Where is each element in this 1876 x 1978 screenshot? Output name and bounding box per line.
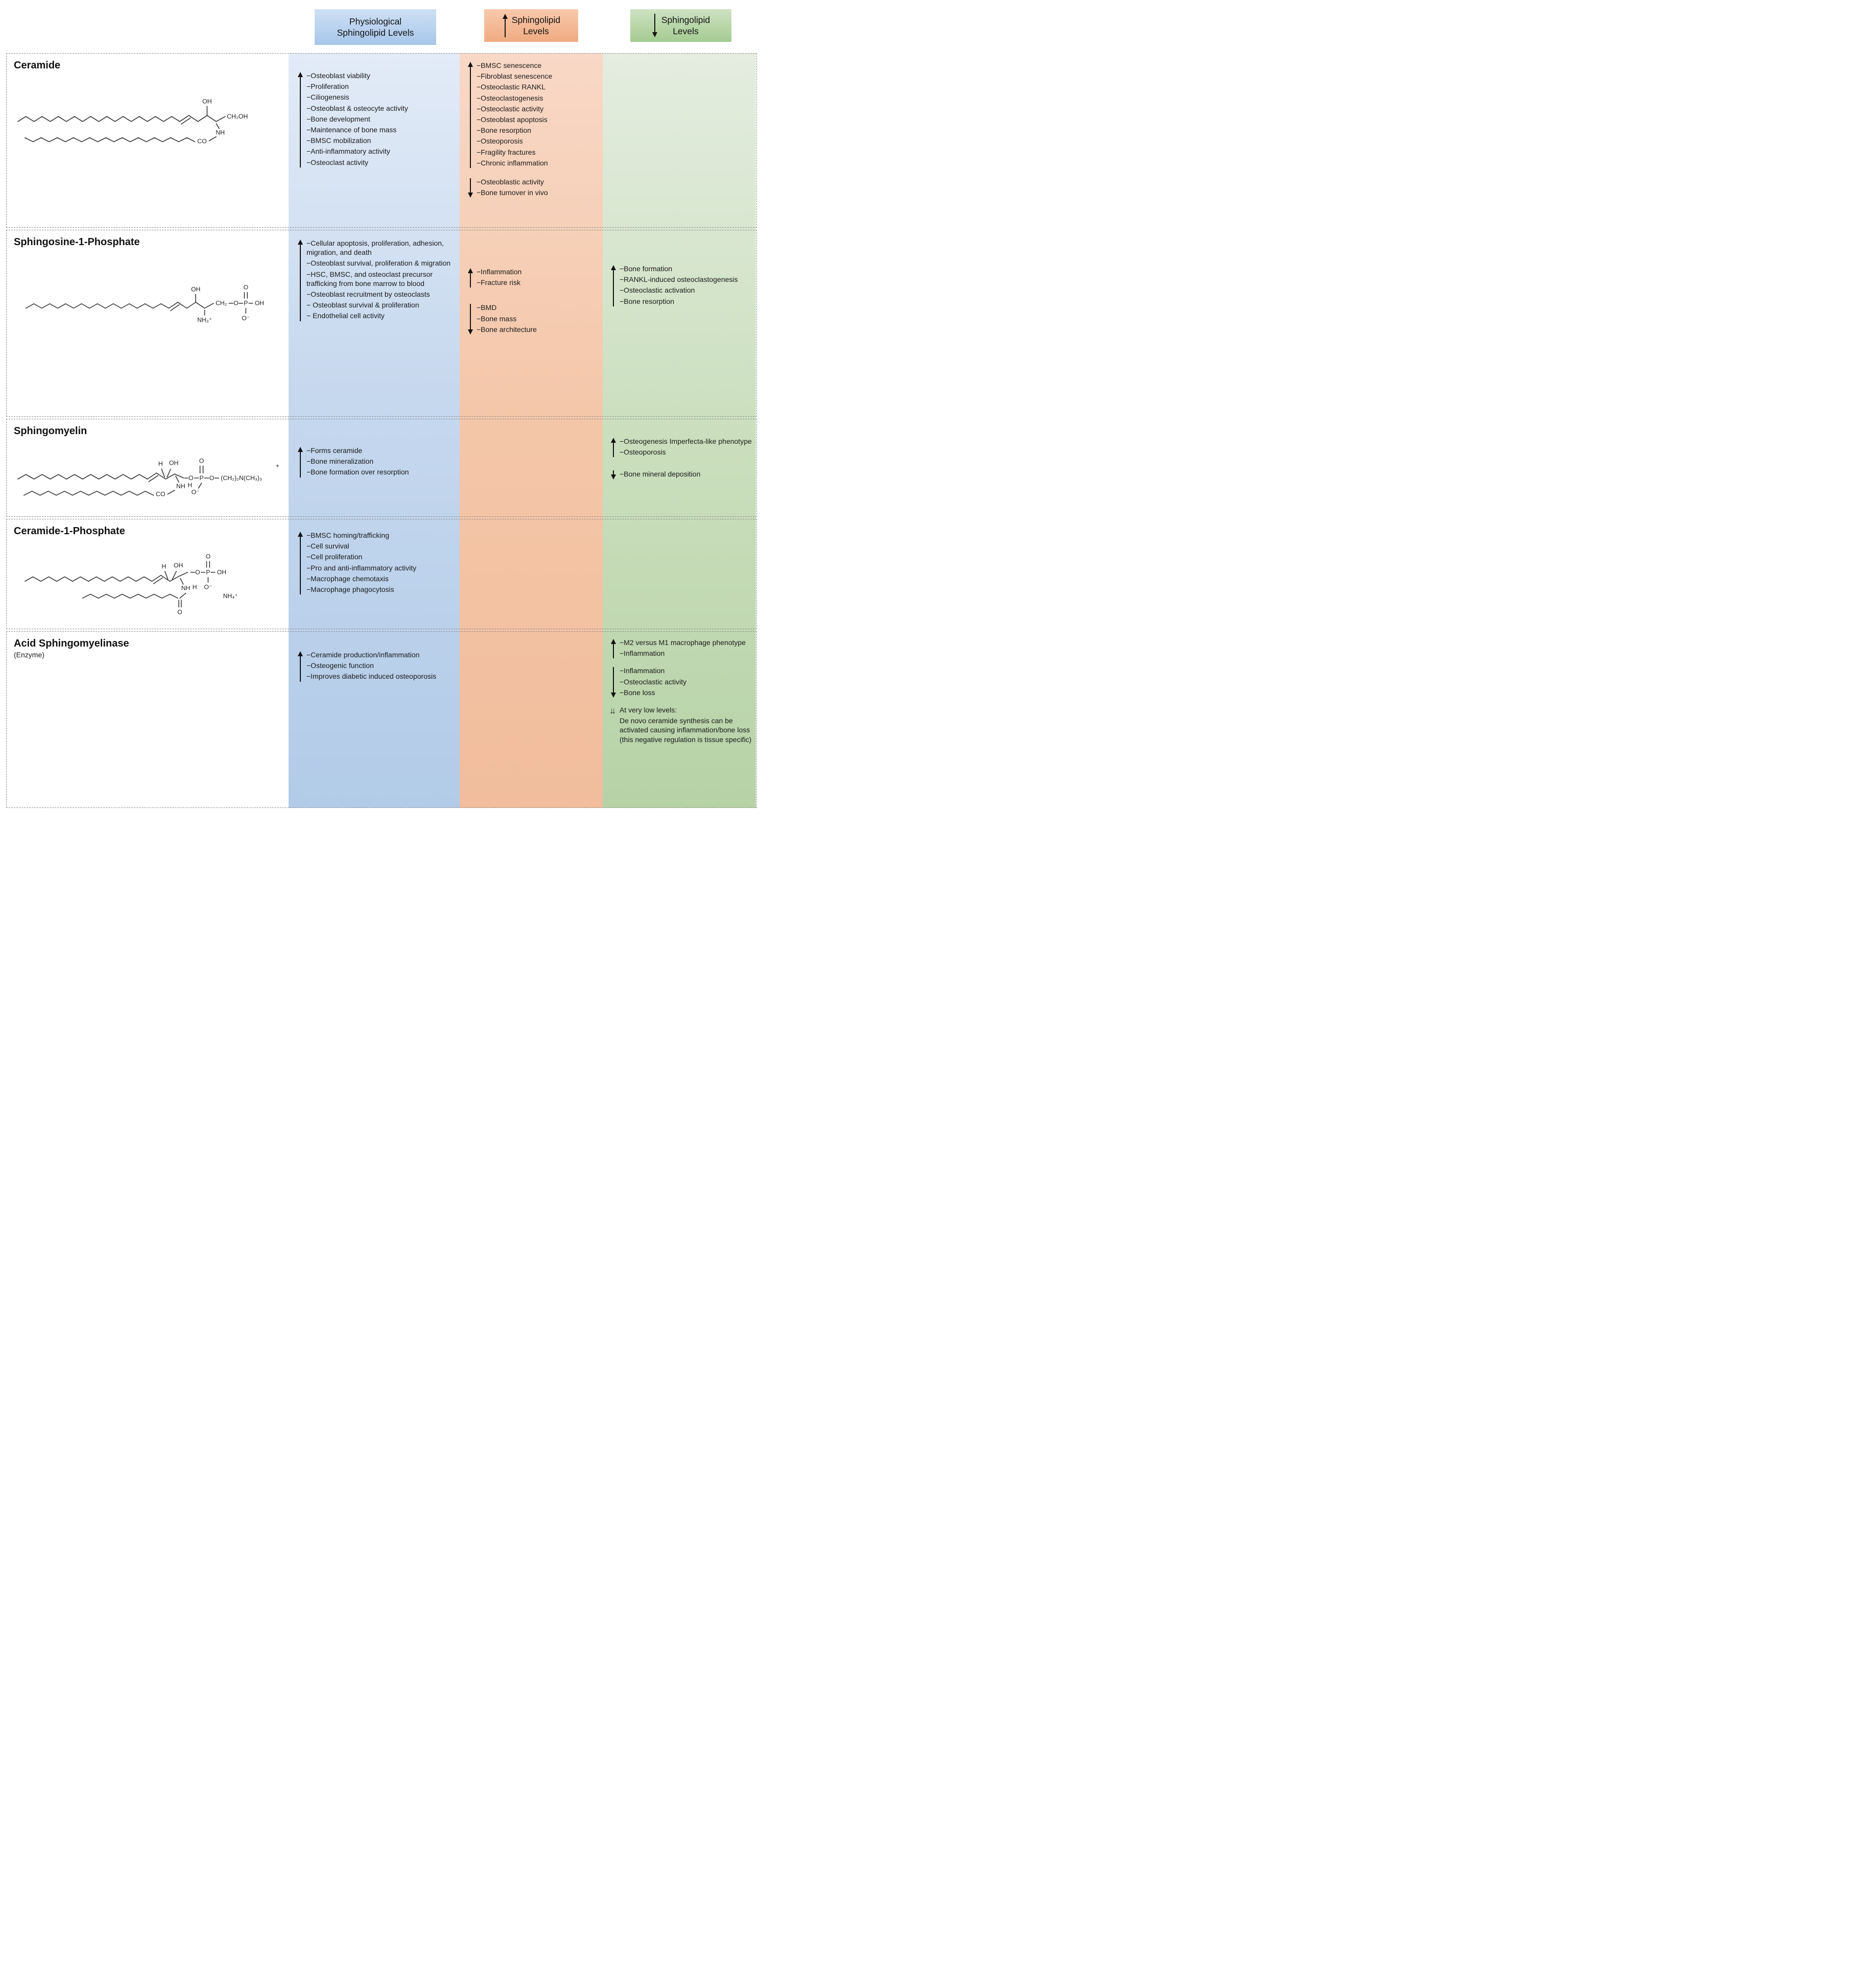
effect-item: −Bone resorption bbox=[477, 126, 532, 135]
structure-label: H bbox=[187, 481, 193, 489]
ceramide-structure-cell bbox=[7, 54, 289, 227]
asmase-elevated-effects bbox=[460, 632, 603, 807]
sphingomyelin-physiological-effects bbox=[289, 419, 460, 516]
double-down-arrow-icon: ↓↓ bbox=[609, 705, 614, 716]
effect-item: De novo ceramide synthesis can be activated causing inflammation/bone loss (this negative regulation is tissue specific) bbox=[620, 717, 752, 744]
effect-item: −Inflammation bbox=[477, 268, 522, 276]
structure-label: CO bbox=[197, 137, 207, 145]
structure-label: P bbox=[244, 299, 248, 307]
structure-label: O⁻ bbox=[242, 314, 250, 322]
effect-item: −Fragility fractures bbox=[477, 148, 536, 156]
s1p-decreased-effects bbox=[603, 230, 756, 416]
s1p-physiological-effects bbox=[289, 230, 460, 416]
down-arrow-icon bbox=[609, 667, 617, 698]
c1p-structure-drawing bbox=[21, 547, 287, 620]
effect-item: −Ciliogenesis bbox=[306, 93, 349, 102]
effect-item: −Osteoclast activity bbox=[306, 158, 368, 166]
effect-item: −Fibroblast senescence bbox=[477, 72, 553, 81]
structure-label: OH bbox=[254, 299, 265, 307]
effect-item: −Osteoporosis bbox=[477, 137, 523, 146]
effect-item: −Fracture risk bbox=[477, 278, 520, 287]
effect-item: −Ceramide production/inflammation bbox=[306, 651, 420, 659]
up-arrow-icon bbox=[296, 651, 304, 682]
effect-item: −Chronic inflammation bbox=[477, 158, 548, 167]
up-arrow-icon bbox=[296, 532, 304, 594]
effect-item: −Osteogenic function bbox=[306, 661, 374, 670]
structure-label: NH₃⁺ bbox=[197, 316, 212, 324]
structure-label: O bbox=[195, 568, 200, 576]
effect-item: −Bone resorption bbox=[620, 297, 675, 305]
asmase-physiological-effects bbox=[289, 632, 460, 807]
effect-group bbox=[296, 650, 456, 683]
c1p-decreased-effects bbox=[603, 519, 756, 629]
structure-label: H bbox=[161, 562, 167, 570]
effect-item: − Osteoblast survival & proliferation bbox=[306, 301, 419, 309]
s1p-elevated-effects bbox=[460, 230, 603, 416]
effect-item: −RANKL-induced osteoclastogenesis bbox=[620, 275, 738, 284]
structure-label: H bbox=[158, 460, 163, 468]
effect-item: −Osteoblast apoptosis bbox=[477, 115, 548, 124]
down-arrow-icon bbox=[609, 470, 617, 479]
effect-item: −BMD bbox=[477, 303, 497, 312]
header-elevated-levels bbox=[484, 9, 578, 42]
header-decreased-levels bbox=[630, 9, 731, 42]
effect-group bbox=[296, 446, 456, 479]
effect-item: −Anti-inflammatory activity bbox=[306, 147, 390, 156]
effect-item: −Inflammation bbox=[620, 649, 665, 658]
effect-item: −Bone formation over resorption bbox=[306, 468, 409, 476]
row-ceramide bbox=[6, 53, 757, 228]
ceramide-structure-drawing bbox=[14, 80, 284, 156]
up-arrow-icon bbox=[502, 14, 508, 37]
effect-item: −Bone architecture bbox=[477, 325, 537, 333]
structure-label: OH bbox=[202, 98, 212, 105]
effect-item: −BMSC mobilization bbox=[306, 136, 371, 145]
sphingomyelin-decreased-effects bbox=[603, 419, 756, 516]
header-physiological-label bbox=[337, 16, 414, 39]
structure-label: CH₂OH bbox=[227, 112, 248, 120]
header-physiological-levels bbox=[315, 9, 436, 45]
structure-label: O bbox=[243, 283, 249, 291]
effect-item: −Pro and anti-inflammatory activity bbox=[306, 563, 417, 572]
structure-label: P bbox=[199, 474, 204, 482]
c1p-physiological-effects bbox=[289, 519, 460, 629]
down-arrow-icon bbox=[466, 304, 474, 335]
figure-table bbox=[6, 53, 757, 808]
effect-group bbox=[466, 61, 600, 169]
effect-group bbox=[609, 705, 753, 746]
row-subtitle: (Enzyme) bbox=[14, 651, 44, 659]
effect-group bbox=[609, 469, 753, 480]
effect-list bbox=[620, 638, 753, 659]
effect-item: −Osteoclastic activity bbox=[477, 104, 544, 113]
effect-item: −Osteoclastic RANKL bbox=[477, 83, 545, 91]
effect-list bbox=[477, 267, 600, 289]
s1p-structure-drawing bbox=[22, 271, 288, 328]
up-arrow-icon bbox=[296, 240, 304, 321]
ceramide-physiological-effects bbox=[289, 54, 460, 227]
effect-item: −Cell survival bbox=[306, 542, 349, 551]
structure-label: OH bbox=[217, 568, 227, 576]
down-arrow-icon bbox=[466, 178, 474, 198]
structure-label: NH bbox=[176, 482, 185, 490]
effect-item: −Cellular apoptosis, proliferation, adhesion, migration, and death bbox=[306, 239, 444, 257]
structure-label: O⁻ bbox=[191, 488, 200, 496]
structure-label: CO bbox=[156, 490, 165, 498]
effect-list bbox=[620, 666, 753, 699]
effect-list bbox=[620, 437, 753, 458]
header-line: Sphingolipid bbox=[661, 14, 710, 25]
effect-group bbox=[609, 264, 753, 307]
row-sphingosine-1-phosphate bbox=[6, 230, 757, 417]
row-acid-sphingomyelinase bbox=[6, 631, 757, 808]
effect-list bbox=[306, 71, 456, 169]
effect-item: −Maintenance of bone mass bbox=[306, 125, 397, 134]
structure-label: H bbox=[192, 583, 197, 591]
up-arrow-icon bbox=[609, 438, 617, 457]
effect-item: −Bone mineral deposition bbox=[620, 470, 701, 479]
structure-label: CH₂ bbox=[216, 299, 227, 307]
effect-item: −Inflammation bbox=[620, 666, 665, 675]
up-arrow-icon bbox=[466, 268, 474, 288]
structure-label: O bbox=[209, 474, 215, 482]
structure-label: (CH₂)₂N(CH₃)₃ bbox=[221, 474, 263, 482]
up-arrow-icon bbox=[296, 447, 304, 478]
row-title: Sphingosine-1-Phosphate bbox=[14, 236, 140, 248]
effect-item: −Bone formation bbox=[620, 265, 673, 273]
down-arrow-icon bbox=[652, 14, 658, 37]
effect-item: −Macrophage phagocytosis bbox=[306, 585, 394, 593]
effect-item: At very low levels: bbox=[620, 705, 677, 714]
s1p-structure-cell bbox=[7, 230, 289, 416]
effect-item: −Cell proliferation bbox=[306, 553, 363, 561]
effect-item: −Osteoclastic activity bbox=[620, 677, 687, 686]
c1p-structure-cell bbox=[7, 519, 289, 629]
header-decreased-label bbox=[661, 14, 710, 37]
figure-sphingolipids-bone bbox=[0, 0, 763, 815]
effect-group bbox=[296, 531, 456, 595]
effect-item: −Improves diabetic induced osteoporosis bbox=[306, 672, 437, 681]
effect-item: −Proliferation bbox=[306, 82, 349, 91]
sphingomyelin-structure-drawing bbox=[14, 448, 290, 510]
structure-label: O bbox=[177, 608, 182, 616]
row-title: Ceramide bbox=[14, 60, 61, 71]
asmase-decreased-effects bbox=[603, 632, 756, 807]
structure-label: OH bbox=[191, 285, 201, 293]
effect-list bbox=[620, 705, 753, 746]
effect-item: −Osteoblast viability bbox=[306, 72, 370, 80]
header-line: Physiological bbox=[349, 16, 402, 27]
effect-item: −Osteoblast & osteocyte activity bbox=[306, 104, 408, 112]
effect-item: −Osteoblast recruitment by osteoclasts bbox=[306, 290, 430, 298]
structure-label: OH bbox=[169, 459, 179, 467]
up-arrow-icon bbox=[296, 72, 304, 168]
header-line: Levels bbox=[673, 26, 699, 36]
effect-list bbox=[477, 61, 600, 169]
effect-group bbox=[296, 239, 456, 322]
structure-label: NH bbox=[216, 129, 225, 136]
up-arrow-icon bbox=[609, 639, 617, 658]
sphingomyelin-elevated-effects bbox=[460, 419, 603, 516]
row-title: Ceramide-1-Phosphate bbox=[14, 526, 125, 537]
effect-list bbox=[306, 239, 456, 322]
asmase-cell bbox=[7, 632, 289, 807]
up-arrow-icon bbox=[466, 62, 474, 168]
column-headers bbox=[6, 5, 757, 53]
effect-item: −Forms ceramide bbox=[306, 446, 363, 455]
effect-item: −Macrophage chemotaxis bbox=[306, 574, 389, 583]
effect-item: −Osteoclastogenesis bbox=[477, 93, 543, 102]
structure-label: OH bbox=[174, 561, 183, 569]
effect-item: −Bone mineralization bbox=[306, 457, 374, 466]
effect-item: −Bone mass bbox=[477, 314, 517, 323]
effect-list bbox=[306, 531, 456, 595]
sphingomyelin-structure-cell bbox=[7, 419, 289, 516]
structure-label: + bbox=[275, 462, 279, 470]
effect-list bbox=[477, 177, 600, 199]
header-elevated-label bbox=[512, 14, 560, 37]
structure-label: O bbox=[199, 457, 204, 465]
effect-item: −Osteoclastic activation bbox=[620, 286, 695, 295]
effect-item: −Osteoporosis bbox=[620, 448, 666, 457]
structure-label: P bbox=[206, 568, 210, 576]
structure-label: O bbox=[233, 299, 239, 307]
row-title: Acid Sphingomyelinase bbox=[14, 638, 129, 649]
c1p-elevated-effects bbox=[460, 519, 603, 629]
effect-group bbox=[609, 437, 753, 458]
effect-item: −Bone development bbox=[306, 114, 370, 123]
structure-label: NH bbox=[181, 584, 191, 592]
effect-item: −HSC, BMSC, and osteoclast precursor trafficking from bone marrow to blood bbox=[306, 270, 433, 288]
up-arrow-icon bbox=[609, 265, 617, 306]
effect-list bbox=[620, 469, 753, 480]
header-line: Levels bbox=[523, 26, 549, 36]
effect-group bbox=[609, 666, 753, 699]
row-title: Sphingomyelin bbox=[14, 425, 87, 437]
effect-list bbox=[306, 650, 456, 683]
effect-group bbox=[466, 303, 600, 336]
effect-list bbox=[620, 264, 753, 307]
effect-item: −Bone loss bbox=[620, 688, 655, 697]
effect-item: − Endothelial cell activity bbox=[306, 312, 385, 320]
effect-group bbox=[609, 638, 753, 659]
header-line: Sphingolipid bbox=[511, 14, 561, 25]
effect-item: −BMSC senescence bbox=[477, 61, 542, 69]
effect-item: −BMSC homing/trafficking bbox=[306, 531, 389, 539]
row-sphingomyelin bbox=[6, 419, 757, 517]
ceramide-elevated-effects bbox=[460, 54, 603, 227]
ceramide-decreased-effects bbox=[603, 54, 756, 227]
effect-group bbox=[296, 71, 456, 169]
effect-item: −Osteoblastic activity bbox=[477, 177, 544, 186]
structure-label: O bbox=[188, 474, 194, 482]
effect-list bbox=[306, 446, 456, 479]
effect-group bbox=[466, 177, 600, 199]
structure-label: O bbox=[205, 553, 211, 560]
effect-item: −Osteoblast survival, proliferation & migration bbox=[306, 259, 451, 268]
structure-label: NH₄⁺ bbox=[223, 592, 238, 600]
effect-item: −Bone turnover in vivo bbox=[477, 188, 548, 197]
effect-list bbox=[477, 303, 600, 336]
header-line: Sphingolipid Levels bbox=[337, 28, 414, 38]
effect-group bbox=[466, 267, 600, 289]
effect-item: −M2 versus M1 macrophage phenotype bbox=[620, 638, 746, 647]
effect-item: −Osteogenesis Imperfecta-like phenotype bbox=[620, 437, 752, 445]
row-ceramide-1-phosphate bbox=[6, 519, 757, 629]
structure-label: O⁻ bbox=[204, 583, 212, 591]
